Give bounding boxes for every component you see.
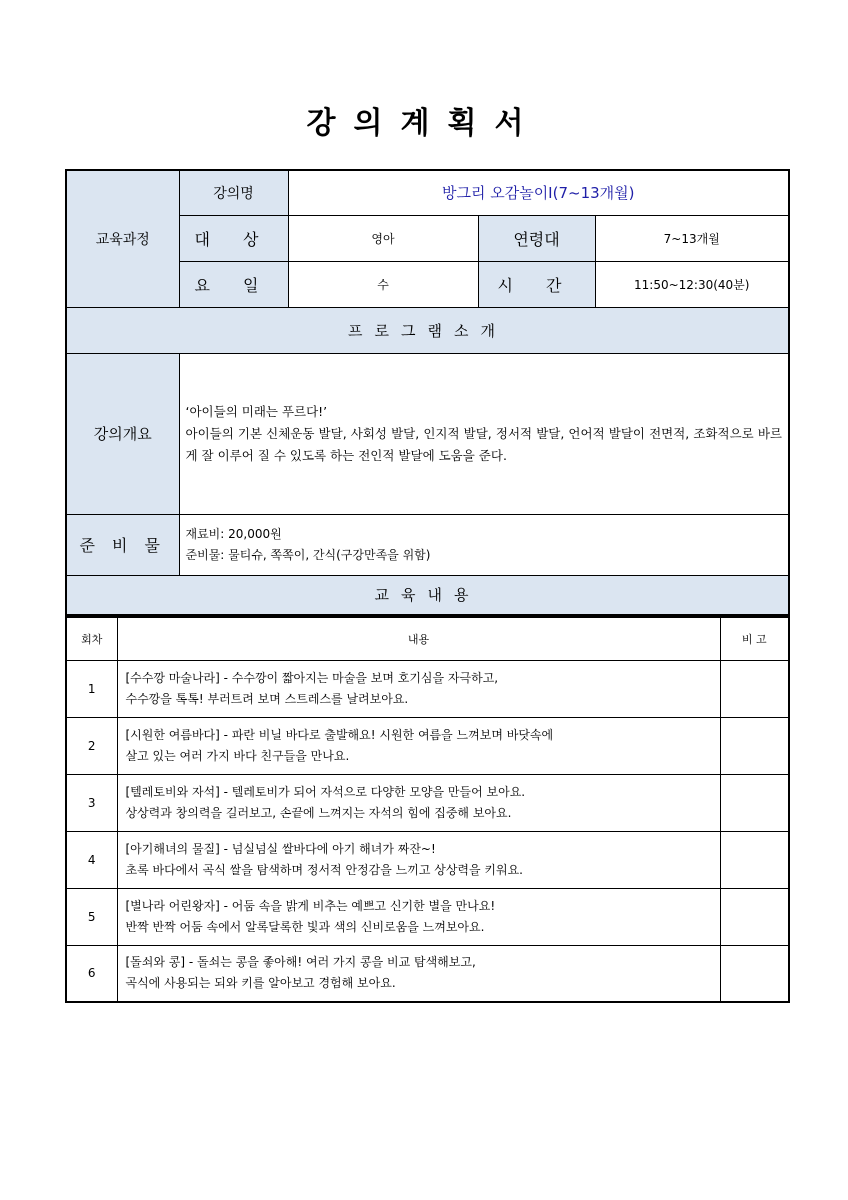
session-content (117, 660, 720, 717)
session-detail-line: 반짝 반짝 어둠 속에서 알록달록한 빛과 색의 신비로움을 느껴보아요. (125, 919, 485, 934)
education-header: 교육내용 (66, 575, 789, 615)
course-name-label: 강의명 (179, 170, 288, 215)
session-title-line: [수수깡 마술나라] - 수수깡이 짧아지는 마술을 보며 호기심을 자극하고, (125, 670, 499, 685)
age-value: 7~13개월 (595, 215, 789, 261)
day-label: 요 일 (179, 261, 288, 307)
schedule-header-row (66, 617, 789, 660)
session-detail-line: 상상력과 창의력을 길러보고, 손끝에 느껴지는 자석의 힘에 집중해 보아요. (125, 805, 512, 820)
overview-slogan: ‘아이들의 미래는 푸르다!’ (185, 403, 328, 419)
session-note (720, 717, 789, 774)
table-row (66, 831, 789, 888)
session-title-line: [별나라 어린왕자] - 어둠 속을 밝게 비추는 예쁘고 신기한 별을 만나요! (125, 898, 496, 913)
materials-fee: 재료비: 20,000원 (185, 526, 282, 541)
content-header: 내용 (117, 617, 720, 660)
target-value: 영아 (288, 215, 478, 261)
materials-items: 준비물: 물티슈, 쪽쪽이, 간식(구강만족을 위함) (185, 547, 431, 562)
session-detail-line: 살고 있는 여러 가지 바다 친구들을 만나요. (125, 748, 350, 763)
time-label: 시 간 (478, 261, 595, 307)
session-title-line: [돌쇠와 콩] - 돌쇠는 콩을 좋아해! 여러 가지 콩을 비교 탐색해보고, (125, 955, 476, 970)
session-detail-line: 초록 바다에서 곡식 쌀을 탐색하며 정서적 안정감을 느끼고 상상력을 키워요. (125, 862, 523, 877)
session-note (720, 831, 789, 888)
program-intro-header: 프로그램소개 (66, 307, 789, 353)
materials-label: 준 비 물 (66, 514, 179, 575)
overview-text (179, 353, 789, 514)
session-content (117, 774, 720, 831)
overview-description: 아이들의 기본 신체운동 발달, 사회성 발달, 인지적 발달, 정서적 발달, 언어적 발달이 전면적, 조화적으로 바르게 잘 이루어 질 수 있도록 하는 전인적 발달에 도움을 준다. (185, 425, 782, 463)
table-row (66, 774, 789, 831)
category-label: 교육과정 (66, 170, 179, 307)
session-number: 6 (66, 945, 117, 1002)
session-number: 3 (66, 774, 117, 831)
session-detail-line: 곡식에 사용되는 되와 키를 알아보고 경험해 보아요. (125, 976, 396, 991)
session-title-line: [아기해녀의 물질] - 넘실넘실 쌀바다에 아기 해녀가 짜잔~! (125, 841, 436, 856)
schedule-table (65, 616, 790, 1003)
note-header: 비 고 (720, 617, 789, 660)
session-number: 2 (66, 717, 117, 774)
session-content (117, 888, 720, 945)
time-value: 11:50~12:30(40분) (595, 261, 789, 307)
session-note (720, 660, 789, 717)
session-note (720, 774, 789, 831)
session-header: 회차 (66, 617, 117, 660)
session-detail-line: 수수깡을 톡톡! 부러트려 보며 스트레스를 날려보아요. (125, 691, 409, 706)
session-content (117, 831, 720, 888)
session-content (117, 717, 720, 774)
session-note (720, 945, 789, 1002)
session-note (720, 888, 789, 945)
document-title: 강의계획서 (306, 106, 542, 141)
session-number: 1 (66, 660, 117, 717)
table-row (66, 945, 789, 1002)
table-row (66, 888, 789, 945)
table-row (66, 660, 789, 717)
day-value: 수 (288, 261, 478, 307)
session-title-line: [텔레토비와 자석] - 텔레토비가 되어 자석으로 다양한 모양을 만들어 보아요. (125, 784, 526, 799)
overview-label: 강의개요 (66, 353, 179, 514)
target-label: 대 상 (179, 215, 288, 261)
table-row (66, 717, 789, 774)
age-label: 연령대 (478, 215, 595, 261)
session-number: 4 (66, 831, 117, 888)
course-info-table (65, 169, 790, 616)
session-number: 5 (66, 888, 117, 945)
session-title-line: [시원한 여름바다] - 파란 비닐 바다로 출발해요! 시원한 여름을 느껴보며 바닷속에 (125, 727, 554, 742)
materials-text (179, 514, 789, 575)
session-content (117, 945, 720, 1002)
course-name: 방그리 오감놀이Ⅰ(7~13개월) (288, 170, 789, 215)
